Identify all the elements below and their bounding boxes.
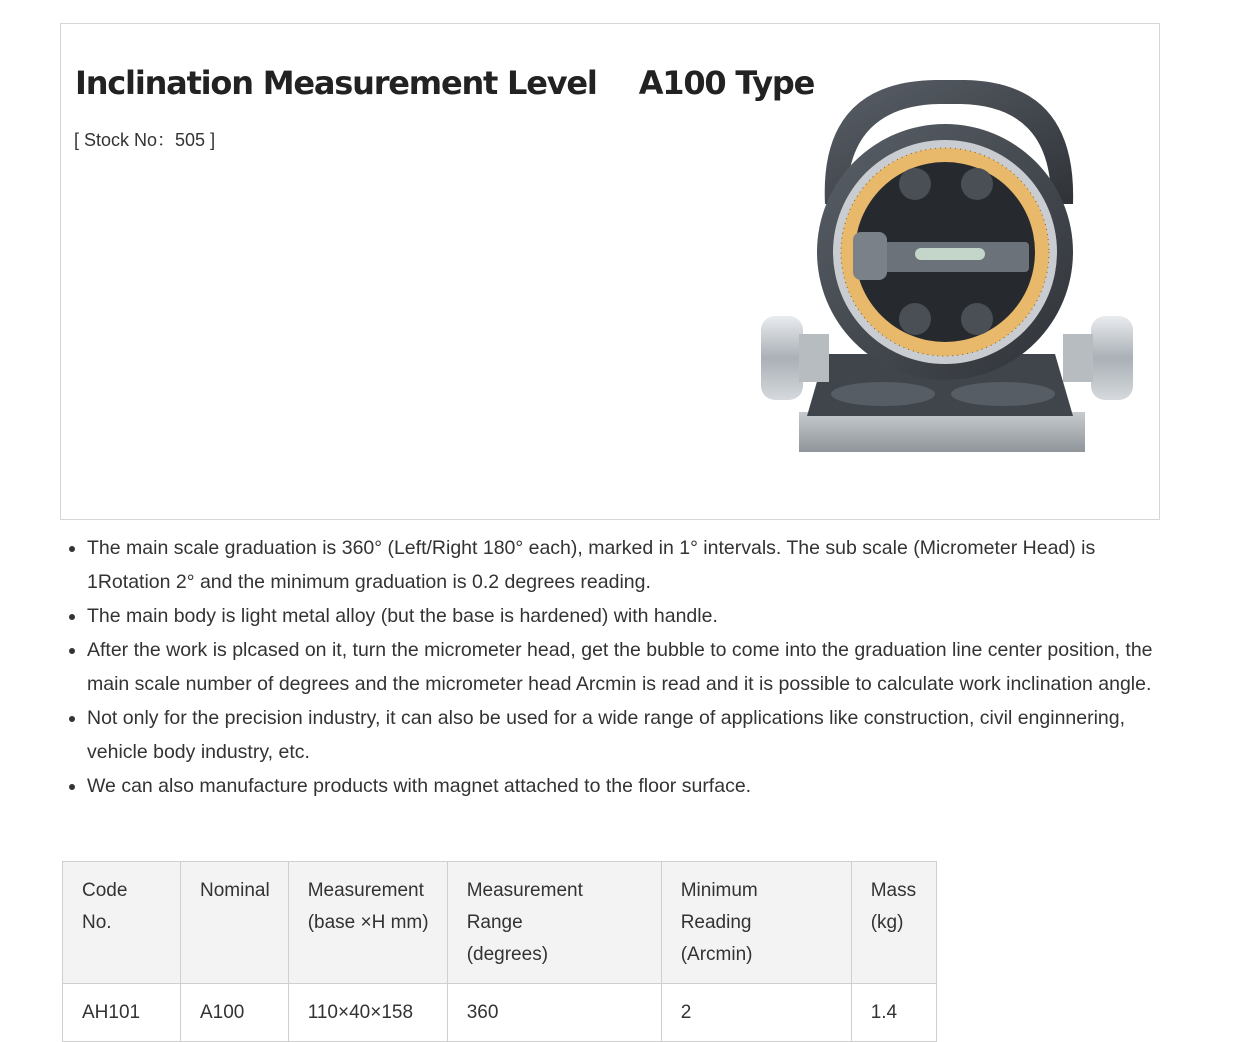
feature-item: • The main body is light metal alloy (but the base is hardened) with handle. [87, 599, 1170, 633]
table-row [63, 984, 937, 1042]
cell-mass: 1.4 [851, 984, 936, 1042]
spec-table [62, 861, 937, 1042]
cell-code: AH101 [63, 984, 181, 1042]
header-measurement: Measurement (base ×H mm) [288, 862, 447, 984]
feature-item: • We can also manufacture products with magnet attached to the floor surface. [87, 769, 1170, 803]
feature-item: • After the work is plcased on it, turn the micrometer head, get the bubble to come into the graduation line center position, the main scale number of degrees and the micrometer head Arcmin is read and it is possible to calculate work inclination angle. [87, 633, 1170, 701]
feature-item: • Not only for the precision industry, it can also be used for a wide range of applications like construction, civil enginnering, vehicle body industry, etc. [87, 701, 1170, 769]
page-title [75, 64, 814, 102]
inclination-level-photo [755, 54, 1140, 454]
header-nominal: Nominal [181, 862, 289, 984]
table-header-row [63, 862, 937, 984]
header-code: Code No. [63, 862, 181, 984]
cell-range: 360 [447, 984, 661, 1042]
cell-measurement: 110×40×158 [288, 984, 447, 1042]
product-hero [60, 23, 1160, 520]
header-mass: Mass (kg) [851, 862, 936, 984]
product-title: Inclination Measurement Level [75, 64, 597, 102]
cell-nominal: A100 [181, 984, 289, 1042]
feature-item: • The main scale graduation is 360° (Left/Right 180° each), marked in 1° intervals. The sub scale (Micrometer Head) is 1Rotation 2° and the minimum graduation is 0.2 degrees reading. [87, 531, 1170, 599]
header-min-reading: Minimum Reading (Arcmin) [661, 862, 851, 984]
product-type: A100 Type [638, 64, 815, 102]
stock-number: [ Stock No：505 ] [74, 130, 216, 150]
header-range: Measurement Range (degrees) [447, 862, 661, 984]
feature-list [40, 531, 1170, 803]
cell-min-reading: 2 [661, 984, 851, 1042]
